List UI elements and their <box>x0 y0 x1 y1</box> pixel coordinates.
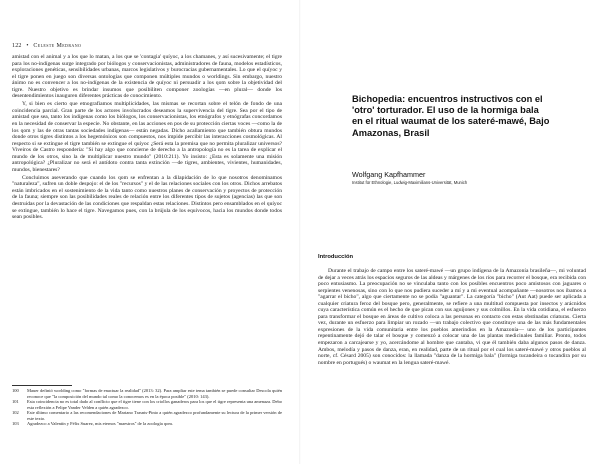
running-head-author: Celeste Medrano <box>33 43 82 49</box>
chapter-title: Bichopedia: encuentros instructivos con el 'otro' torturador. El uso de la hormiga bala en el ritual waumat de los sateré-mawé, Bajo Amazonas, Brasil <box>352 94 550 138</box>
footnote-number: 103 <box>12 421 19 426</box>
footnote-number: 101 <box>12 399 19 404</box>
body-paragraph: Y, si bien es cierto que etnografiamos multiplicidades, las mismas se recortan sobre el telón de fondo de una coincidencia parcial. Gran parte de los actores involucrados deseamos la supervivencia del tigre. Sea por el tipo de amistad que sea, tanto los indígenas como los biólogos, los conservacionistas, los etnógrafos y etnógrafas concordamos en la necesidad de conservar la especie. No obstante, en las acciones en pos de su protección ciertas voces —como la de los qom y las de otras tantas sociedades indígenas— están negadas. Dicho acallamiento que también obtura mundos donde otros tigres distintos a los hegemónicos son compuestos, nos impide percibir las interacciones cosmológicas. Al respecto si se extingue el tigre también se extingue el quíyoc ¿Será esta la premisa que no permita pluralizar universos? Viveiros de Castro respondería: "Si hay algo que concierne de derecho a la antropología no es la tarea de explicar el mundo de los otros, sino la de multiplicar nuestro mundo" (2010:211). Yo insisto: ¿Esta es solamente una misión antropológica? ¿Pluralizar no será el antídoto contra tanta extinción —de tigres, ambientes, vivientes, humanidades, mundos, bienestares? <box>12 101 282 173</box>
running-head-separator: • <box>26 43 29 49</box>
footnote <box>12 399 282 410</box>
footnote-number: 100 <box>12 388 19 393</box>
footnote-text: Esta coincidencia no es total dado al conflicto que el tigre tiene con los criollos ganaderos para los que el tigre representa una amenaza. Debo esta reflexión a Felipe Vander Velden a quién agradezco. <box>27 399 282 410</box>
footnote-number: 102 <box>12 410 19 415</box>
footnote <box>12 410 282 421</box>
chapter-author: Wolfgang Kapfhammer <box>352 170 426 179</box>
footnote-text: Este último comentario a las recomendaciones de Mariano Trasnts-Pinto a quién agradezco profundamente su lectura de la primer versión de este texto. <box>27 410 282 421</box>
body-paragraph: Concluimos aseverando que cuando los qom se enfrentan a la dilapidación de lo que nosotros denominamos "naturaleza", sufren un doble despojo: el de los "recursos" y el de las relaciones sociales con los otros. Dichos arrebatos están imbricados en el sostenimiento de la vida tanto como nuestros planes de conservación y proyectos de protección de la fauna; siempre son las posibilidades reales de relación entre los diferentes tipos de sujetos (agencias) las que son destruidas por la devastación de las condiciones que respaldan estas relaciones. Distintos pero ensamblados en el quíyoc se extingue, también lo hace el tigre. Navegamos pues, con la brújula de los equívocos, hacia los mundos donde todos sean posibles. <box>12 174 282 221</box>
running-head <box>12 43 81 49</box>
footnote-rule <box>12 385 72 386</box>
body-paragraph: Durante el trabajo de campo entre los sateré-mawé —un grupo indígena de la Amazonía brasileña—, mi voluntad de dejar a veces atrás los espacios seguros de las aldeas y márgenes de los ríos para recorrer el bosque, era recibida con poco entusiasmo. La preocupación no se vinculaba tanto con los posibles encuentros poco amistosos con jaguares o serpientes venenosas, sino con lo que nos pudiera suceder a mí y a mi eventual acompañante —nosotros nos íbamos a "agarrar el bicho", algo que ciertamente no se podía "aguantar". La categoría "bicho" (Aut Aat) puede ser aplicada a cualquier criatura feroz del bosque pero, generalmente, se refiere a una multitud compuesta por insectos y arácnidos cuya característica común es el hecho de que pican con sus aguijones y sus colmillos. En la vida cotidiana, el esfuerzo para transformar el bosque en áreas de cultivo coloca a las personas en contacto con estas obstinadas criaturas. Cierta vez, durante un esfuerzo para limpiar un rozado —un trabajo colectivo que constituye una de las más fundamentales expresiones de la vida comunitaria entre los pueblos amerindios en la Amazonía— uno de los participantes repentinamente dejó de talar el bosque y comenzó a colocar una de las plantas medicinales familiar. Pronto, todos empezaron a carcajearse y yo, acercándome al hombre que cantaba, vi que él también daba algunos pasos de danza. Ambos, melodía y pasos de danza, eran, en realidad, parte de un ritual por el cual los sateré-mawé y otros pueblos al norte, cf. Césard 2005) son conocidos: la llamada "danza de la hormiga bala" (formiga tucandeira o tocandira por su nombre en portugués) o waumat en la lengua sateré-mawé. <box>318 268 586 366</box>
footnotes <box>12 385 282 427</box>
left-body-text <box>12 54 282 221</box>
body-paragraph: amistad con el animal y a los que lo matan, a los que se 'contagia' quíyoc, a los chamanes, y así sucesivamente; el tigre para los no-indígenas surge integrado por biólogos y conservacionistas, administradores de fauna, modelos estadísticos, exploraciones genéticas, sensibilidades urbanas, marcos legislativos y burocracias gubernamentales. Lo que el quíyoc y el tigre ponen en juego son diversas ontologías que componen múltiples mundos o worldings. Sin embargo, nuestro ánimo no es convencer a los no-indígenas de la existencia de quíyoc ni persuadir a los qom sobre la objetividad del tigre. Nuestro objetivo es brindar insumos que posibiliten componer zoologías —en plural— donde los desentendimientos inauguren diferentes prácticas de conocimiento. <box>12 54 282 100</box>
page-number: 122 <box>12 43 22 49</box>
footnote-text: Mauer definió worlding como "formas de enactuar la realidad" (2013: 32). Para ampliar este tema también se puede consultar Descola quién reconoce que "la composición del mundo tal como la conocemos es en la época posible" (2010: 143). <box>27 388 282 399</box>
section-heading: Introducción <box>318 254 354 260</box>
author-affiliation: Institut für Ethnologie, Ludwig-Maximilians-Universität, Munich <box>352 180 468 185</box>
footnote <box>12 388 282 399</box>
footnote-text: Agradezco a Valentín y Félix Suarez, mis eternos "maestros" de la zoología qom. <box>27 421 174 426</box>
right-page <box>300 0 600 464</box>
footnote <box>12 421 282 427</box>
right-body-text <box>318 268 586 366</box>
